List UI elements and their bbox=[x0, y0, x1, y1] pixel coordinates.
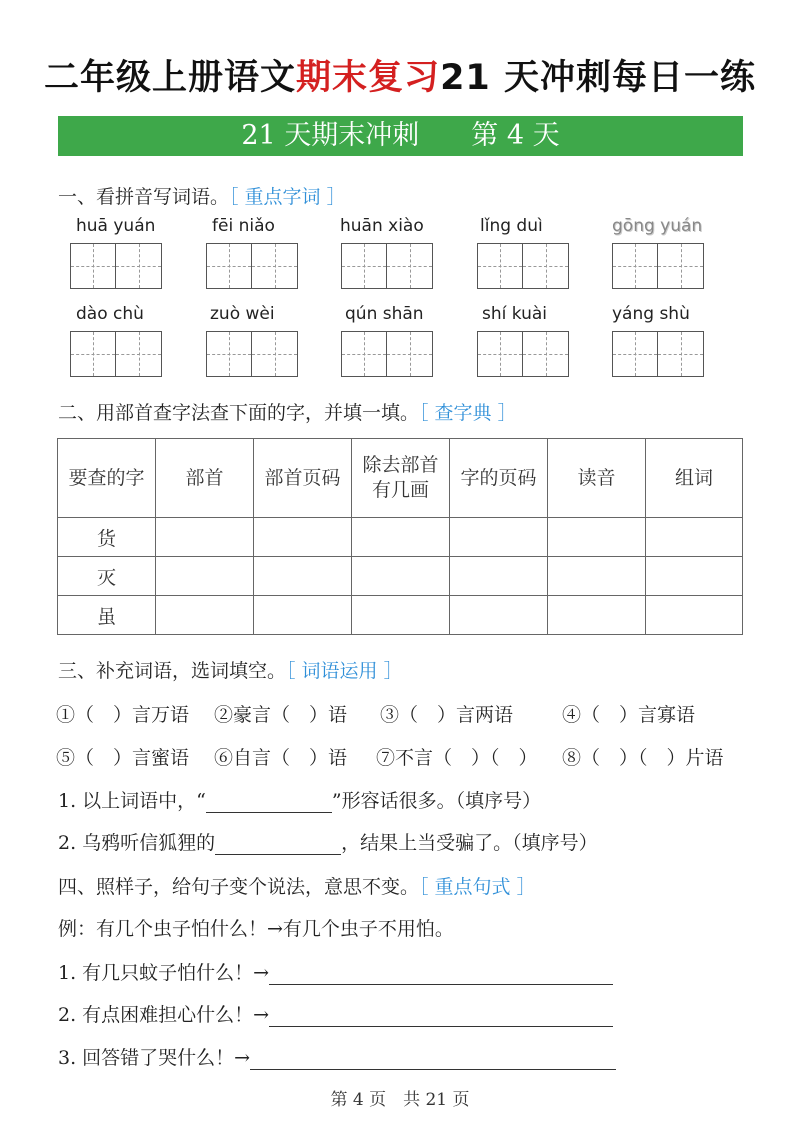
section3-heading: 三、补充词语，选词填空。［ 词语运用 ］ bbox=[58, 660, 403, 682]
idiom-item[interactable]: ⑧（ ）（ ）片语 bbox=[562, 747, 724, 769]
title-highlight: 期末复习 bbox=[296, 58, 441, 98]
char-cell: 灭 bbox=[58, 557, 156, 596]
idiom-item[interactable]: ⑥自言（ ）语 bbox=[214, 747, 348, 769]
col-header: 组词 bbox=[646, 439, 743, 518]
idiom-row-1 bbox=[56, 700, 695, 727]
day-banner: 21 天期末冲刺 第 4 天 bbox=[58, 116, 743, 156]
answer-cell[interactable] bbox=[156, 518, 254, 557]
pinyin-label: lǐng duì bbox=[480, 216, 543, 236]
table-row bbox=[58, 596, 743, 635]
writing-grid[interactable] bbox=[206, 331, 298, 377]
col-header: 字的页码 bbox=[450, 439, 548, 518]
sentence-2: 2. 有点困难担心什么！→ bbox=[58, 1000, 613, 1027]
answer-cell[interactable] bbox=[254, 557, 352, 596]
table-row bbox=[58, 557, 743, 596]
writing-grid[interactable] bbox=[477, 243, 569, 289]
answer-cell[interactable] bbox=[548, 596, 646, 635]
answer-blank[interactable] bbox=[206, 792, 332, 813]
section1-tag: ［ 重点字词 ］ bbox=[229, 186, 346, 208]
page-title: 二年级上册语文期末复习21 天冲刺每日一练 bbox=[44, 58, 756, 98]
answer-cell[interactable] bbox=[156, 557, 254, 596]
section1-heading: 一、看拼音写词语。［ 重点字词 ］ bbox=[58, 186, 346, 208]
col-header: 部首 bbox=[156, 439, 254, 518]
answer-cell[interactable] bbox=[548, 557, 646, 596]
question-1: 1. 以上词语中，“ ”形容话很多。（填序号） bbox=[58, 790, 542, 812]
answer-cell[interactable] bbox=[548, 518, 646, 557]
answer-cell[interactable] bbox=[646, 557, 743, 596]
answer-line[interactable] bbox=[269, 964, 613, 985]
answer-line[interactable] bbox=[250, 1049, 616, 1070]
answer-cell[interactable] bbox=[352, 518, 450, 557]
answer-cell[interactable] bbox=[646, 518, 743, 557]
idiom-item[interactable]: ⑦不言（ ）（ ） bbox=[376, 747, 538, 769]
char-cell: 虽 bbox=[58, 596, 156, 635]
example-sentence: 例：有几个虫子怕什么！→有几个虫子不用怕。 bbox=[58, 918, 454, 940]
pinyin-label: zuò wèi bbox=[210, 304, 275, 324]
answer-cell[interactable] bbox=[450, 596, 548, 635]
pinyin-label: gōng yuán bbox=[612, 216, 703, 236]
table-row bbox=[58, 518, 743, 557]
answer-cell[interactable] bbox=[254, 596, 352, 635]
table-header-row bbox=[58, 439, 743, 518]
col-header: 除去部首 有几画 bbox=[352, 439, 450, 518]
col-header: 要查的字 bbox=[58, 439, 156, 518]
sentence-1: 1. 有几只蚊子怕什么！→ bbox=[58, 958, 613, 985]
answer-cell[interactable] bbox=[352, 596, 450, 635]
col-header: 部首页码 bbox=[254, 439, 352, 518]
section3-tag: ［ 词语运用 ］ bbox=[286, 660, 403, 682]
question-2: 2. 乌鸦听信狐狸的 ，结果上当受骗了。（填序号） bbox=[58, 832, 598, 854]
pinyin-label: dào chù bbox=[76, 304, 144, 324]
pinyin-label: huā yuán bbox=[76, 216, 156, 236]
answer-cell[interactable] bbox=[450, 557, 548, 596]
writing-grid[interactable] bbox=[612, 243, 704, 289]
dictionary-table bbox=[57, 438, 743, 635]
writing-grid[interactable] bbox=[341, 331, 433, 377]
section2-heading: 二、用部首查字法查下面的字，并填一填。［ 查字典 ］ bbox=[58, 402, 517, 424]
idiom-item[interactable]: ③（ ）言两语 bbox=[380, 704, 514, 726]
answer-cell[interactable] bbox=[254, 518, 352, 557]
writing-grid[interactable] bbox=[341, 243, 433, 289]
sentence-3: 3. 回答错了哭什么！→ bbox=[58, 1043, 616, 1070]
writing-grid[interactable] bbox=[206, 243, 298, 289]
answer-cell[interactable] bbox=[352, 557, 450, 596]
section4-tag: ［ 重点句式 ］ bbox=[419, 876, 536, 898]
answer-cell[interactable] bbox=[156, 596, 254, 635]
pinyin-label: yáng shù bbox=[612, 304, 690, 324]
pinyin-label: huān xiào bbox=[340, 216, 424, 236]
writing-grid[interactable] bbox=[70, 243, 162, 289]
section2-tag: ［ 查字典 ］ bbox=[419, 402, 517, 424]
writing-grid[interactable] bbox=[477, 331, 569, 377]
writing-grid[interactable] bbox=[70, 331, 162, 377]
pinyin-label: fēi niǎo bbox=[212, 216, 275, 236]
idiom-item[interactable]: ④（ ）言寡语 bbox=[562, 704, 696, 726]
idiom-item[interactable]: ②豪言（ ）语 bbox=[214, 704, 348, 726]
pinyin-label: shí kuài bbox=[482, 304, 547, 324]
idiom-item[interactable]: ①（ ）言万语 bbox=[56, 704, 190, 726]
answer-blank[interactable] bbox=[215, 834, 341, 855]
page-footer: 第 4 页 共 21 页 bbox=[330, 1090, 470, 1110]
answer-cell[interactable] bbox=[450, 518, 548, 557]
idiom-row-2 bbox=[56, 743, 724, 770]
answer-cell[interactable] bbox=[646, 596, 743, 635]
char-cell: 货 bbox=[58, 518, 156, 557]
answer-line[interactable] bbox=[269, 1006, 613, 1027]
writing-grid[interactable] bbox=[612, 331, 704, 377]
pinyin-label: qún shān bbox=[345, 304, 424, 324]
idiom-item[interactable]: ⑤（ ）言蜜语 bbox=[56, 747, 190, 769]
col-header: 读音 bbox=[548, 439, 646, 518]
section4-heading: 四、照样子，给句子变个说法，意思不变。［ 重点句式 ］ bbox=[58, 876, 536, 898]
